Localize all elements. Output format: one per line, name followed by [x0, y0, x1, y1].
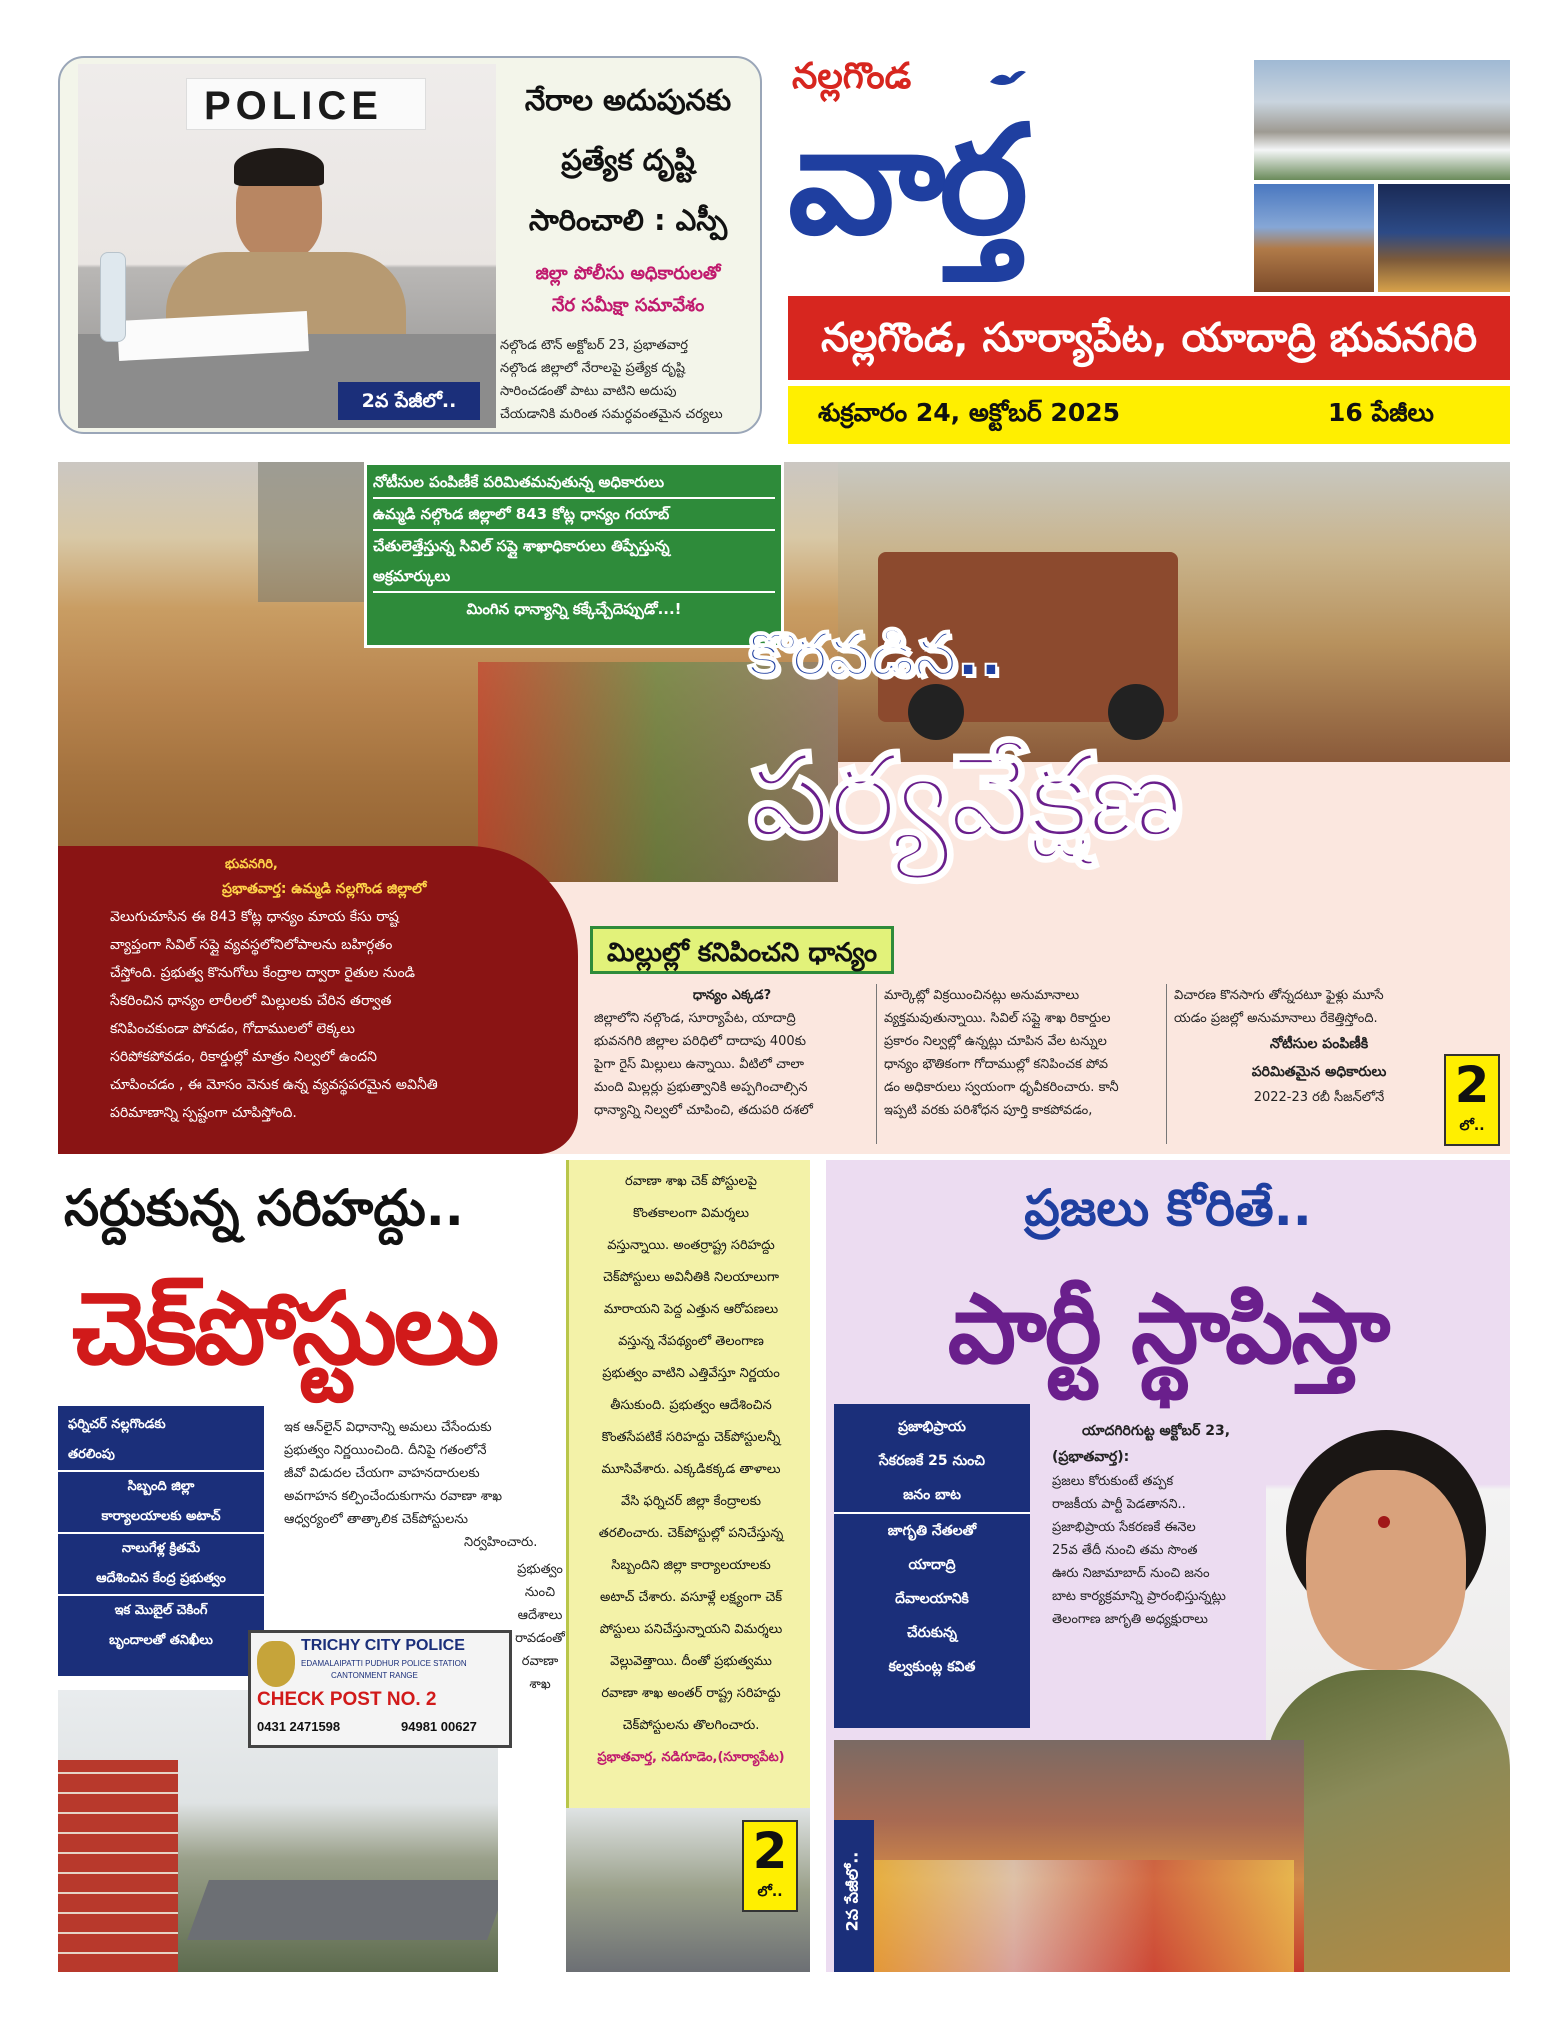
party-headline: పార్టీ స్థాపిస్తా: [947, 1273, 1389, 1385]
party-continued-badge[interactable]: [834, 1820, 874, 1972]
lead-red-line: సరిపోకపోవడం, రికార్డుల్లో మాత్రం నిల్వలో ఉందని: [110, 1049, 377, 1065]
lead-col-line: మార్కెట్లో విక్రయించినట్లు అనుమానాలు: [884, 988, 1080, 1003]
checkpost-yellow-line: వస్తున్న నేపథ్యంలో తెలంగాణ: [618, 1334, 764, 1349]
lead-col-3: [1174, 984, 1464, 1109]
lead-headline: పర్యవేక్షణ: [748, 729, 1182, 864]
sp-body-line: చేయడానికి మరింత సమర్ధవంతమైన చర్యలు: [500, 407, 723, 422]
checkpost-body-line: శాఖ: [529, 1677, 551, 1692]
lead-col-line: ధాన్యాన్ని నిల్వలో చూపించి, తదుపరి దశలో: [594, 1103, 813, 1118]
lead-col-line: భువనగిరి జిల్లాల పరిధిలో దాదాపు 400కు: [594, 1034, 806, 1049]
checkpost-navy-line: కార్యాలయాలకు అటాచ్: [58, 1502, 264, 1534]
lead-col-line: విచారణ కొనసాగు తోన్నదటూ ఫైళ్లు మూసే: [1174, 988, 1384, 1003]
party-body-line: ఊరు నిజామాబాద్ నుంచి జనం: [1052, 1566, 1210, 1581]
fort-photo: [1378, 184, 1510, 292]
checkpost-navy-line: బృందాలతో తనిఖీలు: [109, 1633, 213, 1648]
party-navy-line: యాదాద్రి: [908, 1557, 956, 1573]
checkpost-yellow-col: [566, 1160, 810, 1808]
party-body-line: యాదగిరిగుట్ట అక్టోబర్ 23,: [1082, 1423, 1231, 1439]
checkpost-body-line: రవాణా: [521, 1654, 559, 1669]
lead-red-line: కనిపించకుండా పోవడం, గోదాములలో లెక్కలు: [110, 1021, 355, 1037]
lead-col-line: ధాన్యం భౌతికంగా గోదాముల్లో కనిపించక పోవ: [884, 1057, 1108, 1072]
sp-subhead-line: జిల్లా పోలీసు అధికారులతో: [535, 263, 721, 284]
lead-col-line: పైగా రైస్ మిల్లులు ఉన్నాయి. వీటిలో చాలా: [594, 1057, 804, 1072]
sp-headline-line: సారించాలి : ఎస్పీ: [528, 203, 728, 237]
lead-green-line: నోటీసుల పంపిణీకే పరిమితమవుతున్న అధికారులు: [373, 467, 775, 499]
checkpost-navy-line: సిబ్బంది జిల్లా: [127, 1479, 195, 1494]
party-body-line: ప్రజలు కోరుకుంటే తప్పక: [1052, 1474, 1174, 1489]
checkpost-body-line: నిర్వహించారు.: [464, 1535, 538, 1550]
lead-col-line: డం అధికారులు స్వయంగా ధృవీకరించారు. కానీ: [884, 1080, 1119, 1095]
brick-wall: [58, 1760, 178, 1972]
sp-subhead: [496, 258, 760, 322]
checkpost-body-line: అవగాహన కల్పించేందుకుగాను రవాణా శాఖ: [284, 1489, 503, 1504]
lead-col-divider: [1166, 984, 1167, 1144]
truck-photo: [838, 462, 1510, 762]
sp-box: [58, 56, 762, 434]
checkpost-story: [58, 1160, 818, 1972]
party-body-line: ప్రజాభిప్రాయ సేకరణకే ఈనెల: [1052, 1520, 1196, 1535]
lead-red-line: వ్యాప్తంగా సివిల్ సప్లై వ్యవస్థలోనిలోపాలను బహిర్గతం: [110, 937, 393, 953]
lead-page-ref[interactable]: [1444, 1054, 1500, 1146]
sp-body-line: నల్గొండ టౌన్ అక్టోబర్ 23, ప్రభాతవార్త: [500, 338, 689, 353]
lead-col-2: [884, 984, 1160, 1122]
masthead-date: శుక్రవారం 24, అక్టోబర్ 2025: [818, 398, 1121, 427]
lead-red-panel: [58, 846, 578, 1154]
lead-col-line: మంది మిల్లర్లు ప్రభుత్వానికి అప్పగించాల్సిన: [594, 1080, 808, 1095]
checkpost-yellow-line: మూసివేశారు. ఎక్కడికక్కడ తాళాలు: [601, 1462, 781, 1477]
lead-col-line: జిల్లాలోని నల్గొండ, సూర్యాపేట, యాదాద్రి: [594, 1011, 796, 1026]
lead-green-line: ఉమ్మడి నల్గొండ జిల్లాలో 843 కోట్ల ధాన్యం గయాబ్: [373, 499, 775, 531]
party-continued: 2వ పేజీలో..: [842, 1851, 862, 1932]
checkpost-yellow-line: వస్తున్నాయి. అంతర్రాష్ట్ర సరిహద్దు: [607, 1238, 775, 1253]
checkpost-body-line: ప్రభుత్వం: [517, 1562, 563, 1577]
dam-photo: [1254, 60, 1510, 180]
checkpost-yellow-line: తరలించారు. చెక్‌పోస్టుల్లో పనిచేస్తున్న: [598, 1526, 784, 1541]
party-body-line: బాట కార్యక్రమాన్ని ప్రారంభిస్తున్నట్లు: [1052, 1589, 1226, 1604]
sp-subhead-line: నేర సమీక్షా సమావేశం: [551, 295, 705, 316]
checkpost-yellow-line: వెల్లువెత్తాయి. దీంతో ప్రభుత్వము: [610, 1654, 772, 1669]
checkpost-yellow-line: చెక్‌పోస్టులు అవినీతికి నిలయాలుగా: [602, 1270, 780, 1285]
lead-col-line: యడం ప్రజల్లో అనుమానాలు రేకెత్తిస్తోంది.: [1174, 1011, 1378, 1026]
checkpost-page-ref-suffix: లో..: [757, 1884, 783, 1900]
sign-station: EDAMALAIPATTI PUDHUR POLICE STATION: [301, 1659, 467, 1668]
sign-checkpost: CHECK POST NO. 2: [257, 1689, 437, 1710]
police-sign-text: POLICE: [204, 84, 383, 128]
checkpost-navy-line: ఆదేశించిన కేంద్ర ప్రభుత్వం: [58, 1564, 264, 1596]
checkpost-page-ref-number: 2: [752, 1822, 788, 1880]
party-navy-panel: [834, 1404, 1030, 1728]
lead-col-1: [594, 984, 870, 1122]
party-navy-line: సేకరణకే 25 నుంచి: [878, 1453, 986, 1469]
lead-col-line: పరిమితమైన అధికారులు: [1251, 1064, 1387, 1080]
temple-photo: [1254, 184, 1374, 292]
lead-col-line: 2022-23 రబీ సీజన్‌లోనే: [1253, 1090, 1385, 1105]
party-navy-line: జాగృతి నేతలతో: [887, 1523, 977, 1539]
checkpost-sign: [248, 1630, 512, 1748]
lead-green-line: మింగిన ధాన్యాన్ని కక్కేచ్చేదెప్పుడో...!: [466, 600, 682, 618]
lead-red-line: వెలుగుచూసిన ఈ 843 కోట్ల ధాన్యం మాయ కేసు రాష్ట: [110, 909, 399, 925]
checkpost-navy-line: ఇక మొబైల్ చెకింగ్: [114, 1603, 208, 1618]
sp-body: [500, 334, 760, 426]
party-story: [826, 1160, 1510, 1972]
sign-range: CANTONMENT RANGE: [331, 1671, 418, 1680]
sp-body-line: నల్గొండ జిల్లాలో నేరాలపై ప్రత్యేక దృష్టి: [500, 361, 685, 376]
checkpost-yellow-line: వేసి ఫర్నిచర్ జిల్లా కేంద్రాలకు: [620, 1494, 762, 1509]
checkpost-yellow-line: ప్రభుత్వం వాటిని ఎత్తివేస్తూ నిర్ణయం: [602, 1366, 780, 1381]
lead-green-box: [364, 462, 784, 648]
party-kicker: ప్రజలు కోరితే..: [1024, 1179, 1312, 1237]
party-body-line: (ప్రభాతవార్త):: [1052, 1449, 1130, 1465]
lead-green-line: చేతులెత్తేస్తున్న సివిల్ సప్లై శాఖాధికారులు తిప్పేస్తున్న: [373, 537, 670, 555]
water-bottle: [100, 252, 126, 342]
checkpost-yellow-line: తీసుకుంది. ప్రభుత్వం ఆదేశించిన: [610, 1398, 772, 1413]
checkpost-byline: ప్రభాతవార్త, నడిగూడెం,(సూర్యాపేట): [597, 1750, 785, 1765]
lead-col-line: నోటీసుల పంపిణీకి: [1269, 1036, 1369, 1052]
masthead-brand-big: వార్త: [788, 94, 1023, 268]
sign-title: TRICHY CITY POLICE: [301, 1637, 465, 1654]
checkpost-body-line: ఆదేశాలు: [517, 1608, 563, 1623]
group-seated-people: [874, 1860, 1294, 1972]
lead-story: [58, 462, 1510, 1154]
checkpost-body-line: ప్రభుత్వం నిర్ణయించింది. దీనిపై గతంలోనే: [284, 1443, 487, 1458]
masthead-pages: 16 పేజీలు: [1328, 398, 1434, 427]
masthead: [788, 56, 1510, 448]
portrait-face: [1306, 1470, 1466, 1670]
checkpost-page-ref[interactable]: [742, 1820, 798, 1912]
checkpost-headline: చెక్‌పోస్టులు: [72, 1270, 497, 1387]
party-body: [1052, 1418, 1292, 1631]
checkpost-body-line: రావడంతో: [515, 1631, 565, 1646]
checkpost-yellow-line: చెక్‌పోస్టులను తొలగించారు.: [622, 1718, 760, 1733]
lead-red-line: ప్రభాతవార్త: ఉమ్మడి నల్లగొండ జిల్లాలో: [222, 881, 427, 897]
lead-col-line: వ్యక్తమవుతున్నాయి. సివిల్ సప్లై శాఖ రికార్డుల: [884, 1011, 1111, 1026]
officer-hair: [234, 148, 324, 186]
lead-red-line: చేస్తోంది. ప్రభుత్వ కొనుగోలు కేంద్రాల ద్వారా రైతుల నుండి: [110, 965, 416, 981]
checkpost-body-line: ఆధ్వర్యంలో తాత్కాలిక చెక్‌పోస్టులను: [284, 1512, 468, 1527]
checkpost-body-line: జీవో విడుదల చేయగా వాహనదారులకు: [284, 1466, 480, 1481]
sign-phone-2: 94981 00627: [401, 1719, 477, 1734]
checkpost-body-line: నుంచి: [524, 1585, 556, 1600]
lead-red-line: పరిమాణాన్ని స్పష్టంగా చూపిస్తోంది.: [110, 1105, 297, 1121]
lead-page-ref-number: 2: [1454, 1056, 1490, 1114]
sign-phone-1: 0431 2471598: [257, 1719, 341, 1734]
sp-continued-badge[interactable]: 2వ పేజీలో..: [338, 382, 480, 420]
bindi-icon: [1378, 1516, 1390, 1528]
checkpost-yellow-line: పోస్టులు పనిచేస్తున్నాయని విమర్శలు: [599, 1622, 783, 1637]
checkpost-yellow-line: కొంతకాలంగా విమర్శలు: [633, 1206, 749, 1221]
checkpost-yellow-line: రవాణా శాఖ అంతర్ రాష్ట్ర సరిహద్దు: [601, 1686, 781, 1701]
checkpost-navy-line: ఫర్నిచర్ నల్లగొండకు: [68, 1417, 166, 1432]
checkpost-yellow-line: రవాణా శాఖ చెక్ పోస్టులపై: [624, 1174, 757, 1189]
sp-headline: [496, 70, 760, 250]
checkpost-yellow-line: అటాచ్ చేశారు. వసూళ్లే లక్ష్యంగా చెక్: [599, 1590, 783, 1605]
checkpost-yellow-line: మారాయని పెద్ద ఎత్తున ఆరోపణలు: [603, 1302, 779, 1317]
checkpost-navy-panel: [58, 1406, 264, 1676]
checkpost-kicker: సర్దుకున్న సరిహద్దు..: [64, 1179, 464, 1237]
masthead-districts: నల్లగొండ, సూర్యాపేట, యాదాద్రి భువనగిరి: [820, 315, 1478, 361]
lead-red-line: భువనగిరి,: [225, 857, 278, 872]
party-navy-line: చేరుకున్న: [907, 1625, 957, 1641]
checkpost-body-line: ఇక ఆన్‌లైన్ విధానాన్ని అమలు చేసేందుకు: [284, 1420, 492, 1435]
group-photo: [834, 1740, 1304, 1972]
party-navy-line: ప్రజాభిప్రాయ: [898, 1419, 966, 1435]
party-navy-line: జనం బాట: [834, 1478, 1030, 1514]
lead-subhead: మిల్లుల్లో కనిపించని ధాన్యం: [590, 926, 894, 974]
lead-red-line: చూపించడం , ఈ మోసం వెనుక ఉన్న వ్యవస్థపరమైన అవినీతి: [110, 1077, 438, 1093]
police-emblem-icon: [257, 1641, 295, 1687]
party-body-line: రాజకీయ పార్టీ పెడతానని..: [1052, 1497, 1186, 1512]
lead-red-line: సేకరించిన ధాన్యం లారీలలో మిల్లులకు చేరిన తర్వాత: [110, 993, 392, 1009]
dove-icon: [988, 68, 1028, 88]
road: [187, 1880, 498, 1940]
lead-col-line: ప్రకారం నిల్వల్లో ఉన్నట్లు చూపిన వేల టన్నుల: [884, 1034, 1107, 1049]
lead-col-divider: [876, 984, 877, 1144]
masthead-date-band: [788, 386, 1510, 444]
party-navy-line: కల్వకుంట్ల కవిత: [888, 1659, 976, 1675]
lead-green-line: అక్రమార్కులు: [373, 561, 775, 593]
lead-page-ref-suffix: లో..: [1459, 1118, 1485, 1134]
checkpost-yellow-line: సిబ్బందిని జిల్లా కార్యాలయాలకు: [611, 1558, 771, 1573]
lead-col-line: ధాన్యం ఎక్కడ?: [692, 988, 772, 1003]
sp-headline-line: నేరాల అదుపునకు: [524, 83, 732, 117]
sp-body-line: సారించడంతో పాటు వాటిని అదుపు: [500, 384, 677, 399]
party-navy-line: దేవాలయానికి: [895, 1591, 969, 1607]
party-body-line: తెలంగాణ జాగృతి అధ్యక్షురాలు: [1052, 1612, 1208, 1627]
checkpost-navy-line: నాలుగేళ్ల క్రితమే: [121, 1541, 201, 1556]
checkpost-navy-line: తరలింపు: [58, 1440, 264, 1472]
checkpost-yellow-line: కొంతసేపటికే సరిహద్దు చెక్‌పోస్టులన్నీ: [601, 1430, 781, 1445]
masthead-brand-small: నల్లగొండ: [792, 56, 912, 97]
masthead-districts-band: [788, 296, 1510, 380]
lead-kicker: కొరవడిన..: [748, 620, 1003, 690]
sp-photo: [78, 64, 496, 428]
checkpost-body-top: [284, 1416, 574, 1554]
party-body-line: 25వ తేదీ నుంచి తమ సొంత: [1052, 1543, 1198, 1558]
lead-col-line: ఇప్పటి వరకు పరిశోధన పూర్తి కాకపోవడం,: [884, 1103, 1093, 1118]
sp-headline-line: ప్రత్యేక దృష్టి: [561, 143, 695, 177]
